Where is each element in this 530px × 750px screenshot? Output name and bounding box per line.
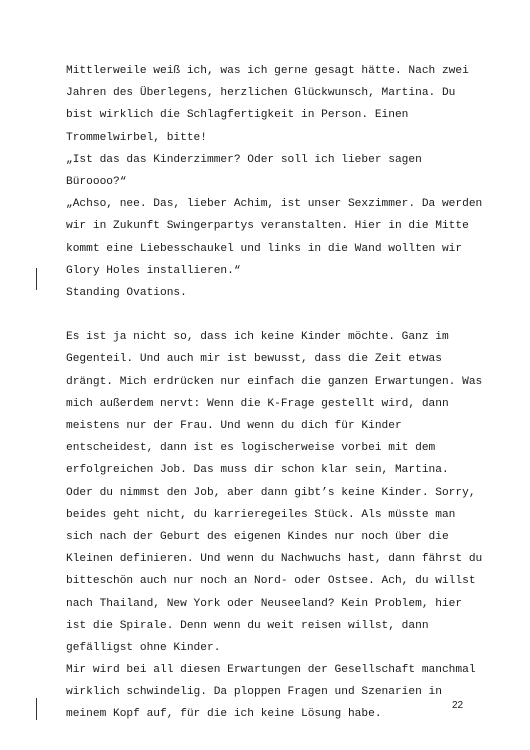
text-line: wir in Zukunft Swingerpartys veranstalten. Hier in die Mitte bbox=[66, 220, 469, 233]
text-line: drängt. Mich erdrücken nur einfach die ganzen Erwartungen. Was bbox=[66, 375, 483, 388]
body-text bbox=[66, 60, 483, 726]
text-line: bitteschön auch nur noch an Nord- oder Ostsee. Ach, du willst bbox=[66, 575, 476, 588]
paragraph-gap bbox=[66, 304, 476, 326]
text-line: Standing Ovations. bbox=[66, 286, 187, 299]
text-line: Es ist ja nicht so, dass ich keine Kinder möchte. Ganz im bbox=[66, 331, 449, 344]
text-line: nach Thailand, New York oder Neuseeland? Kein Problem, hier bbox=[66, 597, 463, 610]
text-line: kommt eine Liebesschaukel und links in die Wand wollten wir bbox=[66, 242, 463, 255]
text-line: sich nach der Geburt des eigenen Kindes nur noch über die bbox=[66, 530, 449, 543]
text-line: Jahren des Überlegens, herzlichen Glückwunsch, Martina. Du bbox=[66, 87, 456, 100]
text-line: Gegenteil. Und auch mir ist bewusst, dass die Zeit etwas bbox=[66, 353, 442, 366]
paragraph bbox=[66, 60, 483, 304]
text-line: bist wirklich die Schlagfertigkeit in Person. Einen bbox=[66, 109, 409, 122]
text-line: meinem Kopf auf, für die ich keine Lösung habe. bbox=[66, 708, 382, 721]
text-line: gefälligst ohne Kinder. bbox=[66, 641, 221, 654]
text-line: wirklich schwindelig. Da ploppen Fragen und Szenarien in bbox=[66, 686, 442, 699]
text-line: Mir wird bei all diesen Erwartungen der Gesellschaft manchmal bbox=[66, 664, 476, 677]
text-line: Kleinen definieren. Und wenn du Nachwuchs hast, dann fährst du bbox=[66, 553, 483, 566]
text-line: „Ist das das Kinderzimmer? Oder soll ich lieber sagen bbox=[66, 153, 422, 166]
text-line: Mittlerweile weiß ich, was ich gerne gesagt hätte. Nach zwei bbox=[66, 65, 469, 77]
text-line: beides geht nicht, du karrieregeiles Stück. Als müsste man bbox=[66, 508, 456, 521]
text-line: ist die Spirale. Denn wenn du weit reisen willst, dann bbox=[66, 619, 429, 632]
text-line: Oder du nimmst den Job, aber dann gibt’s keine Kinder. Sorry, bbox=[66, 486, 476, 499]
text-line: entscheidest, dann ist es logischerweise vorbei mit dem bbox=[66, 442, 436, 455]
text-line: Trommelwirbel, bitte! bbox=[66, 131, 207, 144]
text-line: Büroooo?“ bbox=[66, 175, 127, 188]
text-line: mich außerdem nervt: Wenn die K-Frage gestellt wird, dann bbox=[66, 397, 449, 410]
revision-margin-bar bbox=[36, 268, 37, 290]
text-line: erfolgreichen Job. Das muss dir schon klar sein, Martina. bbox=[66, 464, 449, 477]
page-number: 22 bbox=[452, 700, 464, 711]
paragraph bbox=[66, 326, 483, 725]
revision-margin-bar bbox=[36, 698, 37, 720]
text-line: meistens nur der Frau. Und wenn du dich für Kinder bbox=[66, 420, 402, 432]
text-line: Glory Holes installieren.“ bbox=[66, 264, 241, 277]
text-line: „Achso, nee. Das, lieber Achim, ist unser Sexzimmer. Da werden bbox=[66, 198, 483, 211]
